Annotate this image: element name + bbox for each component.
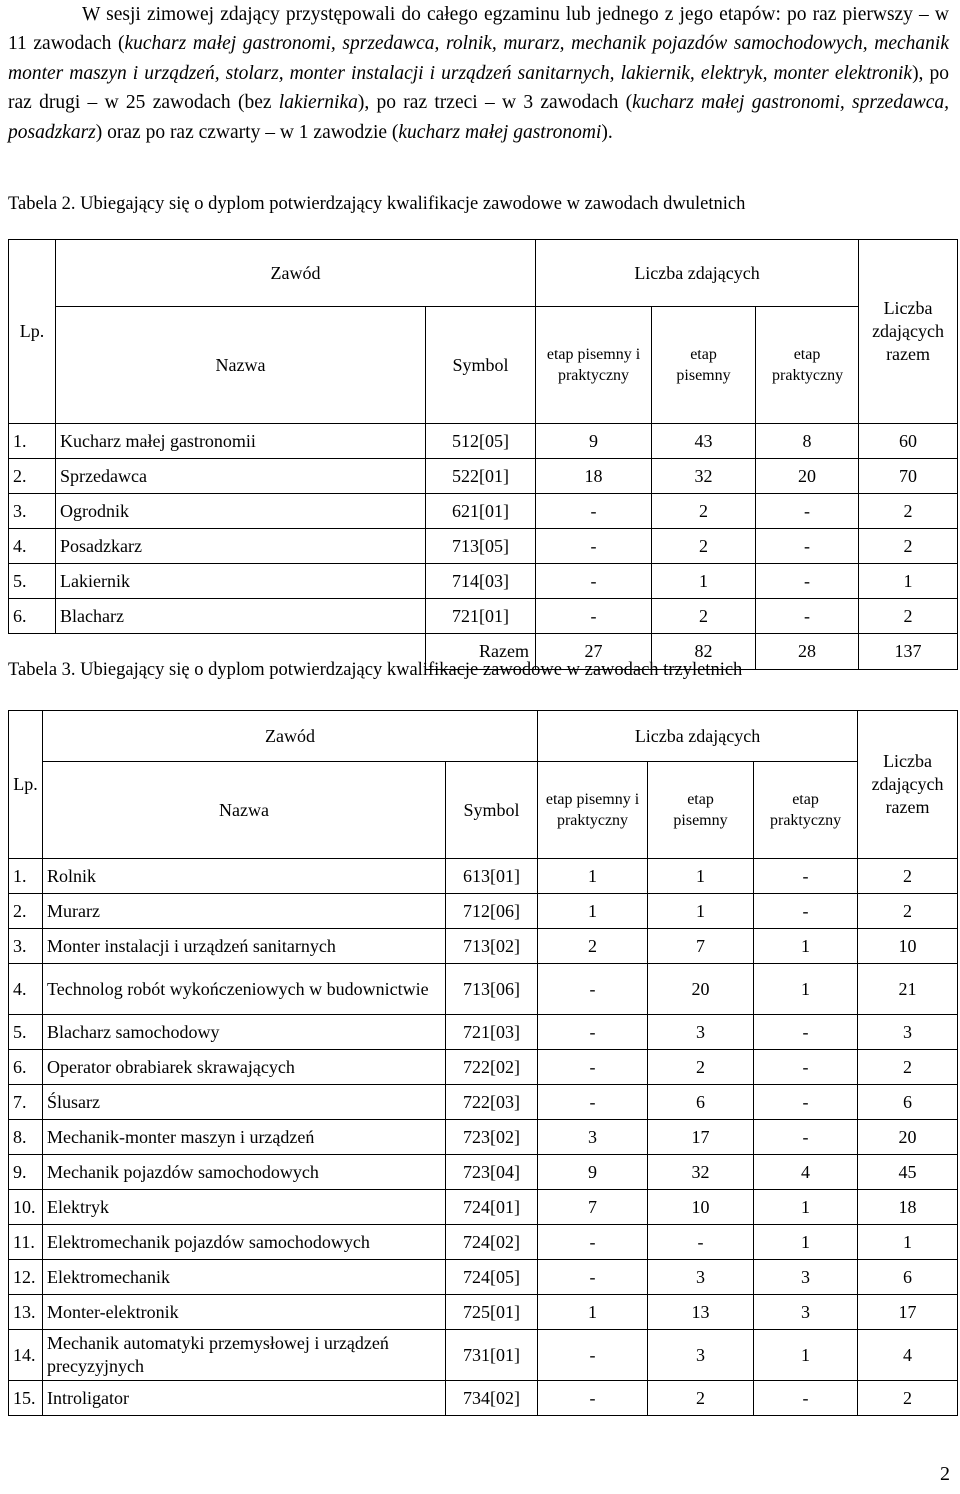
row-etap-pisemny: 32	[652, 459, 756, 494]
row-etap-pip: -	[538, 1050, 648, 1085]
row-etap-pisemny: 10	[648, 1190, 754, 1225]
table-row	[9, 494, 958, 529]
row-etap-pip: -	[538, 1085, 648, 1120]
row-etap-pip: 9	[538, 1155, 648, 1190]
row-nazwa: Sprzedawca	[56, 459, 426, 494]
table2-header-nazwa: Nazwa	[56, 307, 426, 424]
table-row	[9, 1381, 958, 1416]
intro-paragraph	[8, 0, 949, 147]
table-row	[9, 964, 958, 1015]
row-nazwa: Murarz	[43, 894, 446, 929]
row-etap-praktyczny: 1	[754, 929, 858, 964]
row-etap-praktyczny: 3	[754, 1295, 858, 1330]
table-row	[9, 529, 958, 564]
row-etap-pisemny: 2	[652, 529, 756, 564]
row-razem: 4	[858, 1330, 958, 1381]
row-nazwa: Elektromechanik	[43, 1260, 446, 1295]
row-etap-pisemny: 32	[648, 1155, 754, 1190]
row-nazwa: Posadzkarz	[56, 529, 426, 564]
row-etap-praktyczny: 20	[756, 459, 859, 494]
row-etap-praktyczny: -	[754, 1050, 858, 1085]
row-nazwa: Operator obrabiarek skrawających	[43, 1050, 446, 1085]
table-row	[9, 424, 958, 459]
row-symbol: 713[06]	[446, 964, 538, 1015]
intro-segment: lakiernika	[278, 92, 358, 114]
row-nazwa: Elektromechanik pojazdów samochodowych	[43, 1225, 446, 1260]
table-row	[9, 599, 958, 634]
row-etap-praktyczny: -	[754, 1015, 858, 1050]
row-etap-pip: -	[538, 1225, 648, 1260]
table3-header-lp: Lp.	[9, 711, 43, 859]
row-lp: 11.	[9, 1225, 43, 1260]
table-row	[9, 1050, 958, 1085]
row-razem: 2	[858, 894, 958, 929]
total-pis: 82	[652, 634, 756, 670]
total-label: Razem	[426, 634, 536, 670]
table-row	[9, 1190, 958, 1225]
row-etap-pisemny: 17	[648, 1120, 754, 1155]
table2-header-etap-praktyczny-label: etap praktyczny	[772, 346, 844, 384]
row-etap-pip: -	[538, 1015, 648, 1050]
table2	[8, 239, 958, 670]
row-nazwa: Monter instalacji i urządzeń sanitarnych	[43, 929, 446, 964]
table3-header-zawod: Zawód	[43, 711, 538, 762]
row-etap-praktyczny: -	[756, 599, 859, 634]
table3	[8, 710, 958, 1416]
row-symbol: 724[05]	[446, 1260, 538, 1295]
row-razem: 21	[858, 964, 958, 1015]
table-row	[9, 1015, 958, 1050]
table2-header-lp: Lp.	[9, 240, 56, 424]
table2-header-etap-praktyczny	[756, 307, 859, 424]
row-symbol: 613[01]	[446, 859, 538, 894]
row-etap-pisemny: 7	[648, 929, 754, 964]
table3-caption: Tabela 3. Ubiegający się o dyplom potwierdzający kwalifikacje zawodowe w zawodach trzyletnich	[8, 660, 743, 680]
row-lp: 6.	[9, 1050, 43, 1085]
intro-segment: ) oraz po raz czwarty – w 1 zawodzie (	[95, 121, 399, 143]
row-etap-pisemny: 3	[648, 1260, 754, 1295]
row-nazwa: Ślusarz	[43, 1085, 446, 1120]
total-prak: 28	[756, 634, 859, 670]
row-etap-praktyczny: 1	[754, 1330, 858, 1381]
row-razem: 2	[859, 529, 958, 564]
row-lp: 4.	[9, 529, 56, 564]
table-row	[9, 894, 958, 929]
row-symbol: 621[01]	[426, 494, 536, 529]
row-etap-pisemny: 2	[648, 1050, 754, 1085]
row-etap-pip: -	[538, 1330, 648, 1381]
row-etap-pip: -	[536, 529, 652, 564]
row-etap-praktyczny: -	[756, 494, 859, 529]
table3-header-etap-praktyczny	[754, 762, 858, 859]
row-razem: 1	[858, 1225, 958, 1260]
table2-header-razem-label: Liczba zdających razem	[872, 298, 945, 364]
row-symbol: 714[03]	[426, 564, 536, 599]
row-etap-praktyczny: -	[754, 1085, 858, 1120]
row-etap-pisemny: 13	[648, 1295, 754, 1330]
row-etap-pip: -	[536, 494, 652, 529]
table3-header-etap-pisemny	[648, 762, 754, 859]
row-etap-pisemny: -	[648, 1225, 754, 1260]
total-pip: 27	[536, 634, 652, 670]
row-etap-pisemny: 2	[652, 494, 756, 529]
row-etap-pip: 18	[536, 459, 652, 494]
row-etap-pisemny: 2	[652, 599, 756, 634]
row-nazwa: Mechanik-monter maszyn i urządzeń	[43, 1120, 446, 1155]
row-etap-pisemny: 2	[648, 1381, 754, 1416]
row-etap-pip: 9	[536, 424, 652, 459]
row-nazwa: Lakiernik	[56, 564, 426, 599]
row-symbol: 734[02]	[446, 1381, 538, 1416]
row-lp: 9.	[9, 1155, 43, 1190]
row-razem: 2	[859, 494, 958, 529]
row-etap-praktyczny: -	[754, 894, 858, 929]
row-etap-pip: 1	[538, 859, 648, 894]
row-razem: 2	[858, 859, 958, 894]
row-etap-praktyczny: 1	[754, 1225, 858, 1260]
row-symbol: 713[02]	[446, 929, 538, 964]
row-razem: 3	[858, 1015, 958, 1050]
row-etap-praktyczny: -	[754, 859, 858, 894]
row-etap-praktyczny: 8	[756, 424, 859, 459]
table-row	[9, 929, 958, 964]
total-razem: 137	[859, 634, 958, 670]
row-etap-pisemny: 1	[652, 564, 756, 599]
row-etap-pip: -	[536, 599, 652, 634]
row-nazwa: Introligator	[43, 1381, 446, 1416]
row-razem: 20	[858, 1120, 958, 1155]
row-etap-praktyczny: -	[754, 1381, 858, 1416]
row-symbol: 723[02]	[446, 1120, 538, 1155]
row-razem: 2	[858, 1050, 958, 1085]
intro-segment: kucharz małej gastronomi	[398, 121, 602, 143]
row-nazwa: Ogrodnik	[56, 494, 426, 529]
table3-header-razem	[858, 711, 958, 859]
table3-header-etap-pisemny-label: etap pisemny	[673, 791, 728, 829]
row-lp: 10.	[9, 1190, 43, 1225]
row-etap-pip: -	[538, 964, 648, 1015]
row-etap-pisemny: 3	[648, 1015, 754, 1050]
row-razem: 18	[858, 1190, 958, 1225]
table-row	[9, 459, 958, 494]
row-lp: 12.	[9, 1260, 43, 1295]
table-row	[9, 1225, 958, 1260]
row-razem: 10	[858, 929, 958, 964]
row-symbol: 522[01]	[426, 459, 536, 494]
table3-header-symbol: Symbol	[446, 762, 538, 859]
row-symbol: 722[02]	[446, 1050, 538, 1085]
row-lp: 1.	[9, 859, 43, 894]
row-lp: 14.	[9, 1330, 43, 1381]
row-etap-praktyczny: -	[756, 564, 859, 599]
table3-header-etap-praktyczny-label: etap praktyczny	[769, 791, 842, 829]
row-etap-pisemny: 3	[648, 1330, 754, 1381]
row-razem: 2	[858, 1381, 958, 1416]
row-razem: 2	[859, 599, 958, 634]
table3-header-nazwa: Nazwa	[43, 762, 446, 859]
row-nazwa: Mechanik pojazdów samochodowych	[43, 1155, 446, 1190]
row-lp: 8.	[9, 1120, 43, 1155]
row-symbol: 713[05]	[426, 529, 536, 564]
table-row	[9, 1120, 958, 1155]
page-number: 2	[940, 1463, 950, 1485]
row-razem: 70	[859, 459, 958, 494]
row-etap-praktyczny: -	[756, 529, 859, 564]
table2-header-razem	[859, 240, 958, 424]
row-nazwa: Technolog robót wykończeniowych w budownictwie	[43, 964, 446, 1015]
row-etap-pisemny: 20	[648, 964, 754, 1015]
row-etap-pip: -	[538, 1381, 648, 1416]
row-lp: 6.	[9, 599, 56, 634]
table3-header-liczba: Liczba zdających	[538, 711, 858, 762]
row-lp: 15.	[9, 1381, 43, 1416]
row-nazwa: Kucharz małej gastronomii	[56, 424, 426, 459]
row-etap-pip: -	[538, 1260, 648, 1295]
row-razem: 17	[858, 1295, 958, 1330]
row-symbol: 723[04]	[446, 1155, 538, 1190]
intro-segment: ).	[601, 121, 613, 143]
row-symbol: 721[01]	[426, 599, 536, 634]
row-lp: 3.	[9, 494, 56, 529]
row-lp: 2.	[9, 459, 56, 494]
row-etap-pip: 1	[538, 894, 648, 929]
row-razem: 6	[858, 1085, 958, 1120]
row-razem: 6	[858, 1260, 958, 1295]
row-lp: 1.	[9, 424, 56, 459]
table2-header-liczba: Liczba zdających	[536, 240, 859, 307]
row-symbol: 722[03]	[446, 1085, 538, 1120]
table3-header-razem-label: Liczba zdających razem	[871, 751, 944, 817]
row-symbol: 712[06]	[446, 894, 538, 929]
intro-segment: ), po raz drugi – w 25 zawodach (bez	[8, 62, 949, 114]
row-etap-praktyczny: -	[754, 1120, 858, 1155]
table2-header-etap-pip	[536, 307, 652, 424]
row-etap-praktyczny: 4	[754, 1155, 858, 1190]
table-row	[9, 859, 958, 894]
row-symbol: 725[01]	[446, 1295, 538, 1330]
row-lp: 7.	[9, 1085, 43, 1120]
row-symbol: 512[05]	[426, 424, 536, 459]
table-row	[9, 1330, 958, 1381]
row-etap-pip: 1	[538, 1295, 648, 1330]
row-lp: 13.	[9, 1295, 43, 1330]
row-razem: 45	[858, 1155, 958, 1190]
row-nazwa: Monter-elektronik	[43, 1295, 446, 1330]
table2-header-zawod: Zawód	[56, 240, 536, 307]
row-etap-pisemny: 6	[648, 1085, 754, 1120]
intro-segment: kucharz małej gastronomi, sprzedawca, posadzkarz	[8, 92, 949, 143]
row-lp: 5.	[9, 564, 56, 599]
row-lp: 4.	[9, 964, 43, 1015]
row-nazwa: Blacharz	[56, 599, 426, 634]
row-lp: 5.	[9, 1015, 43, 1050]
table-row	[9, 1085, 958, 1120]
table3-header-etap-pip	[538, 762, 648, 859]
table2-header-symbol: Symbol	[426, 307, 536, 424]
table-row	[9, 1155, 958, 1190]
row-etap-pisemny: 1	[648, 894, 754, 929]
intro-segment: kucharz małej gastronomi, sprzedawca, rolnik, murarz, mechanik pojazdów samochodowych, mechanik monter maszyn i urządzeń, stolarz, monter instalacji i urządzeń sanitarnych, lakiernik, elektryk, monter elektronik	[8, 33, 949, 84]
row-etap-praktyczny: 1	[754, 1190, 858, 1225]
table-row	[9, 564, 958, 599]
row-lp: 3.	[9, 929, 43, 964]
row-lp: 2.	[9, 894, 43, 929]
row-symbol: 724[01]	[446, 1190, 538, 1225]
row-etap-pip: 2	[538, 929, 648, 964]
row-etap-praktyczny: 3	[754, 1260, 858, 1295]
row-nazwa: Elektryk	[43, 1190, 446, 1225]
table2-caption: Tabela 2. Ubiegający się o dyplom potwierdzający kwalifikacje zawodowe w zawodach dwuletnich	[8, 194, 746, 214]
table2-header-etap-pisemny	[652, 307, 756, 424]
row-etap-pisemny: 1	[648, 859, 754, 894]
row-nazwa: Blacharz samochodowy	[43, 1015, 446, 1050]
intro-segment: W sesji zimowej zdający przystępowali do całego egzaminu lub jednego z jego etapów: po raz pierwszy – w 11 zawodach (	[8, 4, 949, 55]
row-symbol: 721[03]	[446, 1015, 538, 1050]
row-etap-praktyczny: 1	[754, 964, 858, 1015]
row-razem: 60	[859, 424, 958, 459]
row-etap-pisemny: 43	[652, 424, 756, 459]
row-razem: 1	[859, 564, 958, 599]
table-row	[9, 1260, 958, 1295]
intro-segment: ), po raz trzeci – w 3 zawodach (	[357, 92, 633, 114]
table2-header-etap-pip-label: etap pisemny i praktyczny	[546, 346, 641, 384]
table3-header-etap-pip-label: etap pisemny i praktyczny	[545, 791, 640, 829]
row-symbol: 731[01]	[446, 1330, 538, 1381]
row-nazwa: Rolnik	[43, 859, 446, 894]
row-etap-pip: -	[536, 564, 652, 599]
table2-header-etap-pisemny-label: etap pisemny	[676, 346, 731, 384]
table-row	[9, 1295, 958, 1330]
row-etap-pip: 7	[538, 1190, 648, 1225]
row-etap-pip: 3	[538, 1120, 648, 1155]
row-symbol: 724[02]	[446, 1225, 538, 1260]
row-nazwa: Mechanik automatyki przemysłowej i urządzeń precyzyjnych	[43, 1330, 446, 1381]
